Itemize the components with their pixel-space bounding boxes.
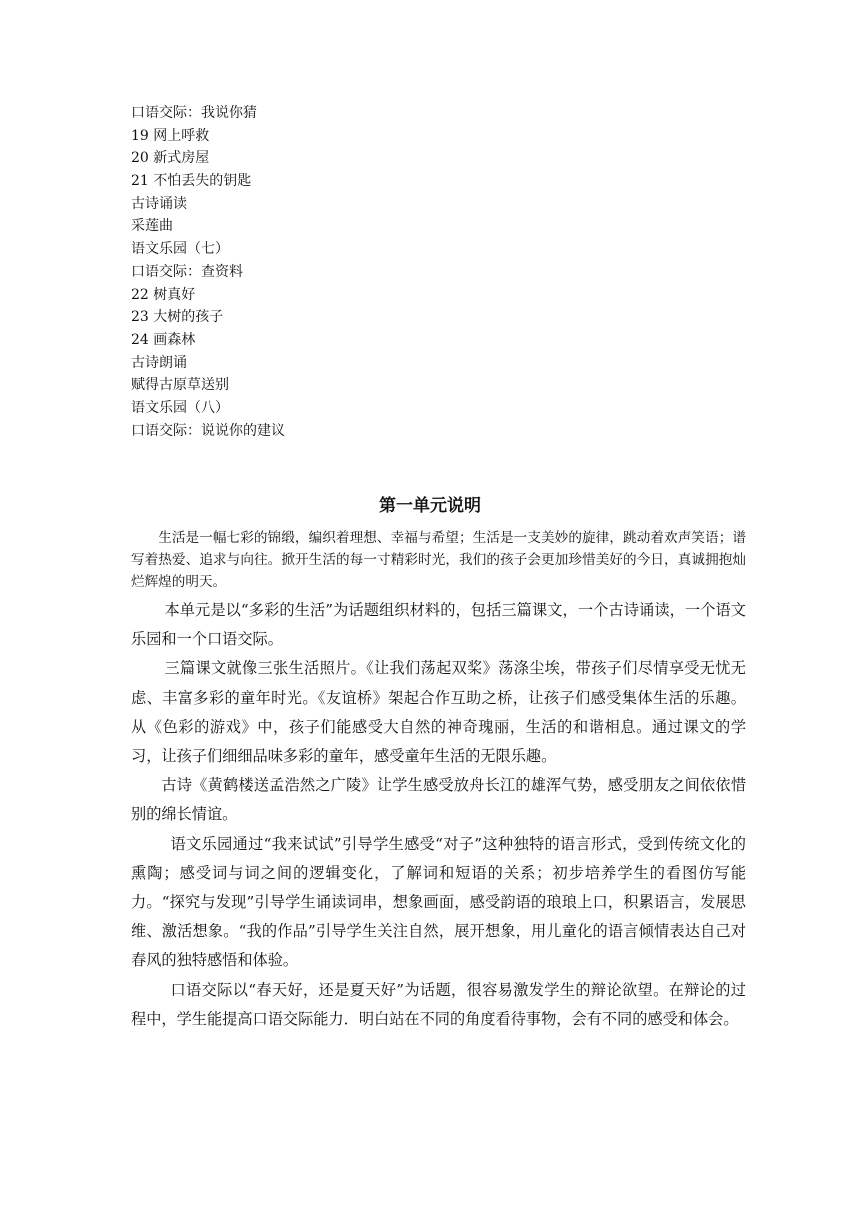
toc-item: 19 网上呼救	[131, 127, 210, 144]
toc-item: 古诗朗诵	[131, 354, 187, 371]
body-paragraph: 口语交际以“春天好，还是夏天好”为话题，很容易激发学生的辩论欲望。在辩论的过程中，学生能提高口语交际能力．明白站在不同的角度看待事物，会有不同的感受和体会。	[131, 980, 746, 1028]
body-paragraph: 三篇课文就像三张生活照片。《让我们荡起双桨》荡涤尘埃，带孩子们尽情享受无忧无虑、丰富多彩的童年时光。《友谊桥》架起合作互助之桥，让孩子们感受集体生活的乐趣。从《色彩的游戏》中，孩子们能感受大自然的神奇瑰丽，生活的和谐相息。通过课文的学习，让孩子们细细品味多彩的童年，感受童年生活的无限乐趣。	[131, 659, 746, 766]
section-body	[131, 596, 746, 1034]
toc-item: 采莲曲	[131, 218, 173, 235]
table-of-contents	[131, 102, 731, 442]
toc-item: 赋得古原草送别	[131, 377, 229, 394]
toc-item: 语文乐园（八）	[131, 399, 229, 416]
body-paragraph: 语文乐园通过“我来试试”引导学生感受“对子”这种独特的语言形式，受到传统文化的熏陶；感受词与词之间的逻辑变化，了解词和短语的关系；初步培养学生的看图仿写能力。“探究与发现”引导学生诵读词串，想象画面，感受韵语的琅琅上口，积累语言，发展思维、激活想象。“我的作品”引导学生关注自然，展开想象，用儿童化的语言倾情表达自己对春风的独特感悟和体验。	[131, 834, 746, 970]
toc-item: 口语交际：查资料	[131, 263, 243, 280]
toc-item: 21 不怕丢失的钥匙	[131, 173, 252, 190]
toc-item: 语文乐园（七）	[131, 241, 229, 258]
toc-item: 口语交际：我说你猜	[131, 105, 257, 121]
toc-item: 24 画森林	[131, 331, 196, 348]
body-paragraph: 本单元是以“多彩的生活”为话题组织材料的，包括三篇课文，一个古诗诵读，一个语文乐园和一个口语交际。	[131, 601, 746, 649]
toc-item: 20 新式房屋	[131, 150, 210, 167]
toc-item: 22 树真好	[131, 286, 196, 303]
section-title: 第一单元说明	[379, 496, 481, 516]
toc-item: 古诗诵读	[131, 195, 187, 212]
body-paragraph: 古诗《黄鹤楼送孟浩然之广陵》让学生感受放舟长江的雄浑气势，感受朋友之间依依惜别的绵长情谊。	[131, 776, 746, 824]
toc-item: 23 大树的孩子	[131, 309, 224, 326]
toc-item: 口语交际：说说你的建议	[131, 422, 285, 439]
intro-paragraph: 生活是一幅七彩的锦缎，编织着理想、幸福与希望；生活是一支美妙的旋律，跳动着欢声笑语；谱写着热爱、追求与向往。掀开生活的每一寸精彩时光，我们的孩子会更加珍惜美好的今日，真诚拥抱灿烂辉煌的明天。	[131, 530, 746, 590]
